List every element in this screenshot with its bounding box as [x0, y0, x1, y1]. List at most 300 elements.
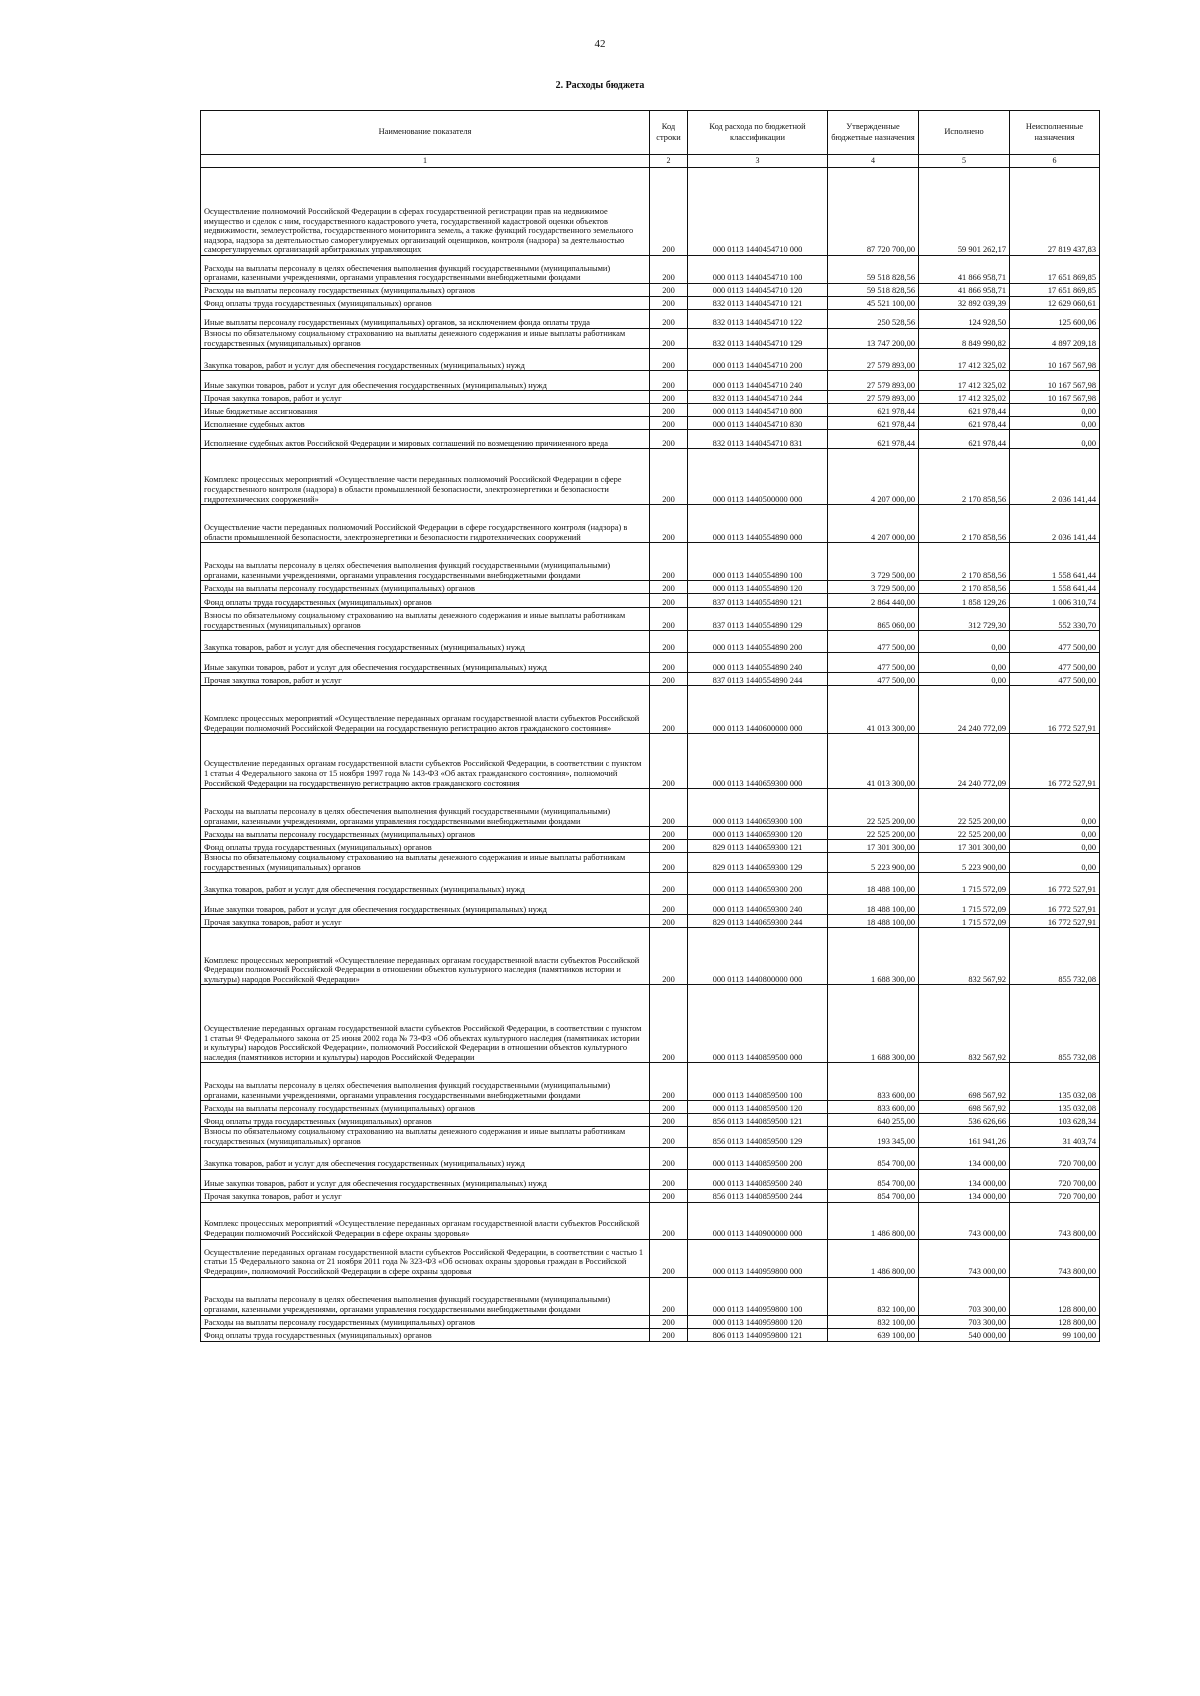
row-line-code: 200: [650, 915, 688, 928]
section-title: 2. Расходы бюджета: [555, 80, 645, 91]
row-name: Фонд оплаты труда государственных (муниципальных) органов: [201, 840, 650, 853]
table-row: [201, 789, 1100, 827]
row-name: Фонд оплаты труда государственных (муниципальных) органов: [201, 1114, 650, 1127]
row-name: Расходы на выплаты персоналу в целях обеспечения выполнения функций государственными (муниципальными) органами, казенными учреждениями, органами управления государственными внебюджетными фондами: [201, 256, 650, 284]
row-unexecuted-amount: 477 500,00: [1010, 631, 1100, 653]
row-line-code: 200: [650, 895, 688, 915]
column-header-budget-code: Код расхода по бюджетной классификации: [688, 111, 828, 155]
table-row: [201, 827, 1100, 840]
row-budget-code: 000 0113 1440959800 100: [688, 1277, 828, 1315]
row-approved-amount: 477 500,00: [828, 631, 919, 653]
row-executed-amount: 22 525 200,00: [919, 827, 1010, 840]
row-unexecuted-amount: 477 500,00: [1010, 673, 1100, 686]
row-budget-code: 000 0113 1440554890 240: [688, 653, 828, 673]
table-row: [201, 371, 1100, 391]
row-line-code: 200: [650, 840, 688, 853]
row-unexecuted-amount: 0,00: [1010, 853, 1100, 873]
row-name: Расходы на выплаты персоналу в целях обеспечения выполнения функций государственными (муниципальными) органами, казенными учреждениями, органами управления государственными внебюджетными фондами: [201, 543, 650, 581]
row-approved-amount: 18 488 100,00: [828, 895, 919, 915]
column-index-row: [201, 155, 1100, 168]
row-budget-code: 000 0113 1440554890 100: [688, 543, 828, 581]
row-name: Расходы на выплаты персоналу государственных (муниципальных) органов: [201, 827, 650, 840]
row-name: Закупка товаров, работ и услуг для обеспечения государственных (муниципальных) нужд: [201, 1147, 650, 1169]
row-budget-code: 000 0113 1440659300 200: [688, 873, 828, 895]
row-line-code: 200: [650, 581, 688, 594]
column-index: 4: [828, 155, 919, 168]
row-budget-code: 000 0113 1440554890 120: [688, 581, 828, 594]
table-row: [201, 417, 1100, 430]
row-executed-amount: 32 892 039,39: [919, 297, 1010, 310]
row-approved-amount: 1 688 300,00: [828, 928, 919, 985]
row-name: Осуществление переданных органам государственной власти субъектов Российской Федерации, в соответствии с пунктом 1 статьи 4 Федерального закона от 15 ноября 1997 года № 143-ФЗ «Об актах гражданского состояния», полномочий Российской Федерации на государственную регистрацию актов гражданского состояния: [201, 734, 650, 789]
row-executed-amount: 17 412 325,02: [919, 391, 1010, 404]
row-name: Расходы на выплаты персоналу государственных (муниципальных) органов: [201, 284, 650, 297]
row-approved-amount: 27 579 893,00: [828, 371, 919, 391]
table-row: [201, 310, 1100, 329]
row-approved-amount: 3 729 500,00: [828, 581, 919, 594]
row-name: Взносы по обязательному социальному страхованию на выплаты денежного содержания и иные выплаты работникам государственных (муниципальных) органов: [201, 608, 650, 631]
row-name: Иные закупки товаров, работ и услуг для обеспечения государственных (муниципальных) нужд: [201, 653, 650, 673]
table-row: [201, 1202, 1100, 1239]
column-index: 1: [201, 155, 650, 168]
row-budget-code: 837 0113 1440554890 244: [688, 673, 828, 686]
row-unexecuted-amount: 103 628,34: [1010, 1114, 1100, 1127]
row-budget-code: 000 0113 1440859500 000: [688, 985, 828, 1063]
row-budget-code: 000 0113 1440454710 100: [688, 256, 828, 284]
row-budget-code: 000 0113 1440600000 000: [688, 686, 828, 734]
row-name: Комплекс процессных мероприятий «Осуществление переданных органам государственной власти субъектов Российской Федерации полномочий Российской Федерации в отношении объектов культурного наследия (памятников истории и культуры) народов Российской Федерации»: [201, 928, 650, 985]
row-name: Взносы по обязательному социальному страхованию на выплаты денежного содержания и иные выплаты работникам государственных (муниципальных) органов: [201, 853, 650, 873]
row-executed-amount: 8 849 990,82: [919, 329, 1010, 349]
table-row: [201, 449, 1100, 505]
row-approved-amount: 250 528,56: [828, 310, 919, 329]
row-line-code: 200: [650, 449, 688, 505]
row-executed-amount: 17 412 325,02: [919, 371, 1010, 391]
table-row: [201, 1239, 1100, 1277]
row-approved-amount: 854 700,00: [828, 1169, 919, 1189]
row-line-code: 200: [650, 873, 688, 895]
row-unexecuted-amount: 720 700,00: [1010, 1147, 1100, 1169]
row-name: Расходы на выплаты персоналу в целях обеспечения выполнения функций государственными (муниципальными) органами, казенными учреждениями, органами управления государственными внебюджетными фондами: [201, 789, 650, 827]
row-unexecuted-amount: 1 006 310,74: [1010, 594, 1100, 608]
column-header-executed: Исполнено: [919, 111, 1010, 155]
row-unexecuted-amount: 17 651 869,85: [1010, 256, 1100, 284]
row-name: Закупка товаров, работ и услуг для обеспечения государственных (муниципальных) нужд: [201, 631, 650, 653]
row-approved-amount: 18 488 100,00: [828, 873, 919, 895]
row-executed-amount: 1 715 572,09: [919, 873, 1010, 895]
row-executed-amount: 312 729,30: [919, 608, 1010, 631]
row-unexecuted-amount: 31 403,74: [1010, 1127, 1100, 1147]
row-name: Комплекс процессных мероприятий «Осуществление переданных органам государственной власти субъектов Российской Федерации полномочий Российской Федерации на государственную регистрацию актов гражданского состояния»: [201, 686, 650, 734]
column-header-approved: Утвержденные бюджетные назначения: [828, 111, 919, 155]
row-unexecuted-amount: 16 772 527,91: [1010, 873, 1100, 895]
row-executed-amount: 1 715 572,09: [919, 895, 1010, 915]
row-unexecuted-amount: 10 167 567,98: [1010, 391, 1100, 404]
column-header-name: Наименование показателя: [201, 111, 650, 155]
row-executed-amount: 698 567,92: [919, 1063, 1010, 1101]
row-name: Расходы на выплаты персоналу государственных (муниципальных) органов: [201, 1101, 650, 1114]
row-executed-amount: 124 928,50: [919, 310, 1010, 329]
row-approved-amount: 27 579 893,00: [828, 349, 919, 371]
row-unexecuted-amount: 17 651 869,85: [1010, 284, 1100, 297]
budget-expenses-table: [200, 110, 1100, 1342]
row-executed-amount: 134 000,00: [919, 1169, 1010, 1189]
row-line-code: 200: [650, 1239, 688, 1277]
row-executed-amount: 621 978,44: [919, 404, 1010, 417]
row-unexecuted-amount: 0,00: [1010, 417, 1100, 430]
row-name: Прочая закупка товаров, работ и услуг: [201, 1189, 650, 1202]
table-row: [201, 985, 1100, 1063]
row-budget-code: 000 0113 1440500000 000: [688, 449, 828, 505]
row-approved-amount: 477 500,00: [828, 653, 919, 673]
table-row: [201, 1328, 1100, 1341]
row-name: Закупка товаров, работ и услуг для обеспечения государственных (муниципальных) нужд: [201, 349, 650, 371]
row-line-code: 200: [650, 543, 688, 581]
row-name: Расходы на выплаты персоналу государственных (муниципальных) органов: [201, 581, 650, 594]
row-line-code: 200: [650, 1169, 688, 1189]
row-executed-amount: 0,00: [919, 673, 1010, 686]
row-unexecuted-amount: 720 700,00: [1010, 1189, 1100, 1202]
row-approved-amount: 621 978,44: [828, 417, 919, 430]
row-budget-code: 829 0113 1440659300 129: [688, 853, 828, 873]
row-approved-amount: 2 864 440,00: [828, 594, 919, 608]
row-approved-amount: 477 500,00: [828, 673, 919, 686]
row-budget-code: 832 0113 1440454710 121: [688, 297, 828, 310]
row-name: Осуществление переданных органам государственной власти субъектов Российской Федерации, в соответствии с частью 1 статьи 15 Федерального закона от 21 ноября 2011 года № 323-ФЗ «Об основах охраны здоровья граждан в Российской Федерации», полномочий Российской Федерации в сфере охраны здоровья: [201, 1239, 650, 1277]
row-executed-amount: 59 901 262,17: [919, 168, 1010, 256]
row-budget-code: 000 0113 1440659300 120: [688, 827, 828, 840]
row-unexecuted-amount: 12 629 060,61: [1010, 297, 1100, 310]
row-unexecuted-amount: 16 772 527,91: [1010, 915, 1100, 928]
row-unexecuted-amount: 1 558 641,44: [1010, 581, 1100, 594]
row-budget-code: 000 0113 1440454710 800: [688, 404, 828, 417]
row-name: Фонд оплаты труда государственных (муниципальных) органов: [201, 297, 650, 310]
row-line-code: 200: [650, 1328, 688, 1341]
row-budget-code: 000 0113 1440659300 240: [688, 895, 828, 915]
column-index: 6: [1010, 155, 1100, 168]
row-approved-amount: 865 060,00: [828, 608, 919, 631]
table-body: [201, 168, 1100, 1342]
row-executed-amount: 161 941,26: [919, 1127, 1010, 1147]
row-budget-code: 837 0113 1440554890 129: [688, 608, 828, 631]
row-unexecuted-amount: 743 800,00: [1010, 1202, 1100, 1239]
row-budget-code: 000 0113 1440959800 000: [688, 1239, 828, 1277]
row-name: Иные выплаты персоналу государственных (муниципальных) органов, за исключением фонда оплаты труда: [201, 310, 650, 329]
row-executed-amount: 24 240 772,09: [919, 686, 1010, 734]
row-name: Взносы по обязательному социальному страхованию на выплаты денежного содержания и иные выплаты работникам государственных (муниципальных) органов: [201, 1127, 650, 1147]
row-name: Расходы на выплаты персоналу в целях обеспечения выполнения функций государственными (муниципальными) органами, казенными учреждениями, органами управления государственными внебюджетными фондами: [201, 1277, 650, 1315]
row-line-code: 200: [650, 1147, 688, 1169]
row-executed-amount: 832 567,92: [919, 928, 1010, 985]
row-name: Фонд оплаты труда государственных (муниципальных) органов: [201, 1328, 650, 1341]
table-row: [201, 840, 1100, 853]
table-row: [201, 895, 1100, 915]
table-row: [201, 297, 1100, 310]
row-approved-amount: 41 013 300,00: [828, 686, 919, 734]
row-budget-code: 832 0113 1440454710 244: [688, 391, 828, 404]
row-line-code: 200: [650, 349, 688, 371]
row-approved-amount: 832 100,00: [828, 1315, 919, 1328]
row-approved-amount: 193 345,00: [828, 1127, 919, 1147]
table-row: [201, 1127, 1100, 1147]
table-row: [201, 1101, 1100, 1114]
row-executed-amount: 134 000,00: [919, 1147, 1010, 1169]
table-row: [201, 256, 1100, 284]
row-unexecuted-amount: 855 732,08: [1010, 928, 1100, 985]
row-unexecuted-amount: 125 600,06: [1010, 310, 1100, 329]
row-budget-code: 856 0113 1440859500 121: [688, 1114, 828, 1127]
row-line-code: 200: [650, 686, 688, 734]
table-row: [201, 873, 1100, 895]
row-executed-amount: 2 170 858,56: [919, 581, 1010, 594]
row-name: Иные закупки товаров, работ и услуг для обеспечения государственных (муниципальных) нужд: [201, 371, 650, 391]
row-name: Комплекс процессных мероприятий «Осуществление переданных органам государственной власти субъектов Российской Федерации полномочий Российской Федерации в сфере охраны здоровья»: [201, 1202, 650, 1239]
row-unexecuted-amount: 10 167 567,98: [1010, 371, 1100, 391]
row-approved-amount: 22 525 200,00: [828, 789, 919, 827]
row-budget-code: 000 0113 1440454710 830: [688, 417, 828, 430]
column-index: 3: [688, 155, 828, 168]
row-unexecuted-amount: 128 800,00: [1010, 1277, 1100, 1315]
row-budget-code: 000 0113 1440859500 200: [688, 1147, 828, 1169]
row-budget-code: 837 0113 1440554890 121: [688, 594, 828, 608]
row-budget-code: 832 0113 1440454710 122: [688, 310, 828, 329]
row-line-code: 200: [650, 631, 688, 653]
row-line-code: 200: [650, 1277, 688, 1315]
row-line-code: 200: [650, 594, 688, 608]
table-row: [201, 168, 1100, 256]
row-name: Исполнение судебных актов Российской Федерации и мировых соглашений по возмещению причиненного вреда: [201, 430, 650, 449]
row-executed-amount: 2 170 858,56: [919, 505, 1010, 543]
row-approved-amount: 22 525 200,00: [828, 827, 919, 840]
row-line-code: 200: [650, 827, 688, 840]
row-budget-code: 000 0113 1440659300 000: [688, 734, 828, 789]
column-header-unexecuted: Неисполненные назначения: [1010, 111, 1100, 155]
table-row: [201, 1063, 1100, 1101]
row-approved-amount: 5 223 900,00: [828, 853, 919, 873]
table-row: [201, 686, 1100, 734]
row-budget-code: 806 0113 1440959800 121: [688, 1328, 828, 1341]
row-executed-amount: 1 715 572,09: [919, 915, 1010, 928]
row-unexecuted-amount: 855 732,08: [1010, 985, 1100, 1063]
row-executed-amount: 22 525 200,00: [919, 789, 1010, 827]
row-budget-code: 000 0113 1440859500 120: [688, 1101, 828, 1114]
row-approved-amount: 45 521 100,00: [828, 297, 919, 310]
column-header-line-code: Код строки: [650, 111, 688, 155]
row-name: Прочая закупка товаров, работ и услуг: [201, 391, 650, 404]
row-approved-amount: 621 978,44: [828, 430, 919, 449]
table-row: [201, 1114, 1100, 1127]
column-index: 5: [919, 155, 1010, 168]
row-approved-amount: 1 688 300,00: [828, 985, 919, 1063]
row-executed-amount: 41 866 958,71: [919, 256, 1010, 284]
table-row: [201, 734, 1100, 789]
row-budget-code: 829 0113 1440659300 244: [688, 915, 828, 928]
row-executed-amount: 703 300,00: [919, 1315, 1010, 1328]
row-executed-amount: 0,00: [919, 653, 1010, 673]
row-line-code: 200: [650, 505, 688, 543]
row-line-code: 200: [650, 789, 688, 827]
row-unexecuted-amount: 16 772 527,91: [1010, 686, 1100, 734]
row-budget-code: 856 0113 1440859500 129: [688, 1127, 828, 1147]
row-approved-amount: 17 301 300,00: [828, 840, 919, 853]
row-line-code: 200: [650, 1202, 688, 1239]
row-unexecuted-amount: 1 558 641,44: [1010, 543, 1100, 581]
row-executed-amount: 2 170 858,56: [919, 543, 1010, 581]
row-name: Исполнение судебных актов: [201, 417, 650, 430]
table-header-row: [201, 111, 1100, 155]
row-approved-amount: 833 600,00: [828, 1101, 919, 1114]
row-unexecuted-amount: 0,00: [1010, 430, 1100, 449]
row-approved-amount: 41 013 300,00: [828, 734, 919, 789]
row-executed-amount: 2 170 858,56: [919, 449, 1010, 505]
row-budget-code: 856 0113 1440859500 244: [688, 1189, 828, 1202]
row-approved-amount: 4 207 000,00: [828, 505, 919, 543]
row-budget-code: 832 0113 1440454710 129: [688, 329, 828, 349]
row-executed-amount: 134 000,00: [919, 1189, 1010, 1202]
row-line-code: 200: [650, 168, 688, 256]
row-name: Прочая закупка товаров, работ и услуг: [201, 673, 650, 686]
table-row: [201, 673, 1100, 686]
row-approved-amount: 27 579 893,00: [828, 391, 919, 404]
row-unexecuted-amount: 99 100,00: [1010, 1328, 1100, 1341]
row-line-code: 200: [650, 329, 688, 349]
row-unexecuted-amount: 743 800,00: [1010, 1239, 1100, 1277]
row-name: Осуществление переданных органам государственной власти субъектов Российской Федерации, в соответствии с пунктом 1 статьи 9¹ Федерального закона от 25 июня 2002 года № 73-ФЗ «Об объектах культурного наследия (памятниках истории и культуры) народов Российской Федерации», полномочий Российской Федерации в отношении объектов культурного наследия (памятников истории и культуры) народов Российской Федерации: [201, 985, 650, 1063]
row-approved-amount: 3 729 500,00: [828, 543, 919, 581]
row-unexecuted-amount: 16 772 527,91: [1010, 895, 1100, 915]
row-line-code: 200: [650, 371, 688, 391]
table-row: [201, 391, 1100, 404]
column-index: 2: [650, 155, 688, 168]
row-unexecuted-amount: 4 897 209,18: [1010, 329, 1100, 349]
row-name: Иные закупки товаров, работ и услуг для обеспечения государственных (муниципальных) нужд: [201, 895, 650, 915]
table-row: [201, 1277, 1100, 1315]
row-line-code: 200: [650, 653, 688, 673]
row-executed-amount: 703 300,00: [919, 1277, 1010, 1315]
table-row: [201, 284, 1100, 297]
table-row: [201, 329, 1100, 349]
row-budget-code: 000 0113 1440659300 100: [688, 789, 828, 827]
row-name: Комплекс процессных мероприятий «Осуществление части переданных полномочий Российской Федерации в сфере государственного контроля (надзора) в области промышленной безопасности, электроэнергетики и безопасности гидротехнических сооружений»: [201, 449, 650, 505]
row-approved-amount: 1 486 800,00: [828, 1202, 919, 1239]
row-unexecuted-amount: 720 700,00: [1010, 1169, 1100, 1189]
row-line-code: 200: [650, 734, 688, 789]
row-executed-amount: 698 567,92: [919, 1101, 1010, 1114]
row-name: Прочая закупка товаров, работ и услуг: [201, 915, 650, 928]
row-unexecuted-amount: 0,00: [1010, 827, 1100, 840]
row-approved-amount: 4 207 000,00: [828, 449, 919, 505]
row-unexecuted-amount: 128 800,00: [1010, 1315, 1100, 1328]
row-unexecuted-amount: 0,00: [1010, 789, 1100, 827]
row-line-code: 200: [650, 1189, 688, 1202]
row-executed-amount: 17 412 325,02: [919, 349, 1010, 371]
row-line-code: 200: [650, 928, 688, 985]
row-budget-code: 000 0113 1440454710 120: [688, 284, 828, 297]
row-approved-amount: 13 747 200,00: [828, 329, 919, 349]
table-row: [201, 853, 1100, 873]
row-unexecuted-amount: 27 819 437,83: [1010, 168, 1100, 256]
row-line-code: 200: [650, 404, 688, 417]
row-approved-amount: 854 700,00: [828, 1147, 919, 1169]
table-row: [201, 349, 1100, 371]
row-line-code: 200: [650, 1063, 688, 1101]
row-executed-amount: 17 301 300,00: [919, 840, 1010, 853]
row-budget-code: 000 0113 1440900000 000: [688, 1202, 828, 1239]
table-row: [201, 915, 1100, 928]
table-row: [201, 543, 1100, 581]
row-line-code: 200: [650, 391, 688, 404]
table-row: [201, 505, 1100, 543]
page-number: 42: [594, 38, 606, 50]
row-executed-amount: 832 567,92: [919, 985, 1010, 1063]
row-line-code: 200: [650, 673, 688, 686]
row-budget-code: 000 0113 1440859500 100: [688, 1063, 828, 1101]
table-row: [201, 430, 1100, 449]
row-budget-code: 000 0113 1440454710 000: [688, 168, 828, 256]
row-executed-amount: 5 223 900,00: [919, 853, 1010, 873]
table-row: [201, 653, 1100, 673]
row-line-code: 200: [650, 284, 688, 297]
table-row: [201, 581, 1100, 594]
row-unexecuted-amount: 0,00: [1010, 404, 1100, 417]
table-row: [201, 594, 1100, 608]
row-name: Закупка товаров, работ и услуг для обеспечения государственных (муниципальных) нужд: [201, 873, 650, 895]
table-row: [201, 1189, 1100, 1202]
row-name: Иные закупки товаров, работ и услуг для обеспечения государственных (муниципальных) нужд: [201, 1169, 650, 1189]
row-approved-amount: 639 100,00: [828, 1328, 919, 1341]
row-line-code: 200: [650, 1114, 688, 1127]
table-row: [201, 928, 1100, 985]
table-row: [201, 404, 1100, 417]
row-budget-code: 000 0113 1440959800 120: [688, 1315, 828, 1328]
row-executed-amount: 1 858 129,26: [919, 594, 1010, 608]
row-unexecuted-amount: 2 036 141,44: [1010, 505, 1100, 543]
row-unexecuted-amount: 552 330,70: [1010, 608, 1100, 631]
row-line-code: 200: [650, 430, 688, 449]
row-budget-code: 000 0113 1440454710 240: [688, 371, 828, 391]
row-approved-amount: 833 600,00: [828, 1063, 919, 1101]
row-name: Взносы по обязательному социальному страхованию на выплаты денежного содержания и иные выплаты работникам государственных (муниципальных) органов: [201, 329, 650, 349]
table-row: [201, 608, 1100, 631]
row-line-code: 200: [650, 1315, 688, 1328]
row-line-code: 200: [650, 297, 688, 310]
row-name: Иные бюджетные ассигнования: [201, 404, 650, 417]
row-approved-amount: 832 100,00: [828, 1277, 919, 1315]
row-executed-amount: 621 978,44: [919, 430, 1010, 449]
row-executed-amount: 41 866 958,71: [919, 284, 1010, 297]
row-executed-amount: 0,00: [919, 631, 1010, 653]
row-line-code: 200: [650, 310, 688, 329]
row-budget-code: 000 0113 1440800000 000: [688, 928, 828, 985]
row-unexecuted-amount: 2 036 141,44: [1010, 449, 1100, 505]
row-budget-code: 000 0113 1440554890 200: [688, 631, 828, 653]
row-executed-amount: 743 000,00: [919, 1202, 1010, 1239]
row-line-code: 200: [650, 1101, 688, 1114]
row-line-code: 200: [650, 1127, 688, 1147]
row-approved-amount: 640 255,00: [828, 1114, 919, 1127]
table-row: [201, 1147, 1100, 1169]
row-unexecuted-amount: 135 032,08: [1010, 1063, 1100, 1101]
row-line-code: 200: [650, 985, 688, 1063]
row-unexecuted-amount: 135 032,08: [1010, 1101, 1100, 1114]
row-executed-amount: 621 978,44: [919, 417, 1010, 430]
row-executed-amount: 540 000,00: [919, 1328, 1010, 1341]
expenses-table-container: [200, 110, 1099, 1342]
row-line-code: 200: [650, 256, 688, 284]
row-approved-amount: 59 518 828,56: [828, 284, 919, 297]
row-executed-amount: 24 240 772,09: [919, 734, 1010, 789]
row-unexecuted-amount: 16 772 527,91: [1010, 734, 1100, 789]
